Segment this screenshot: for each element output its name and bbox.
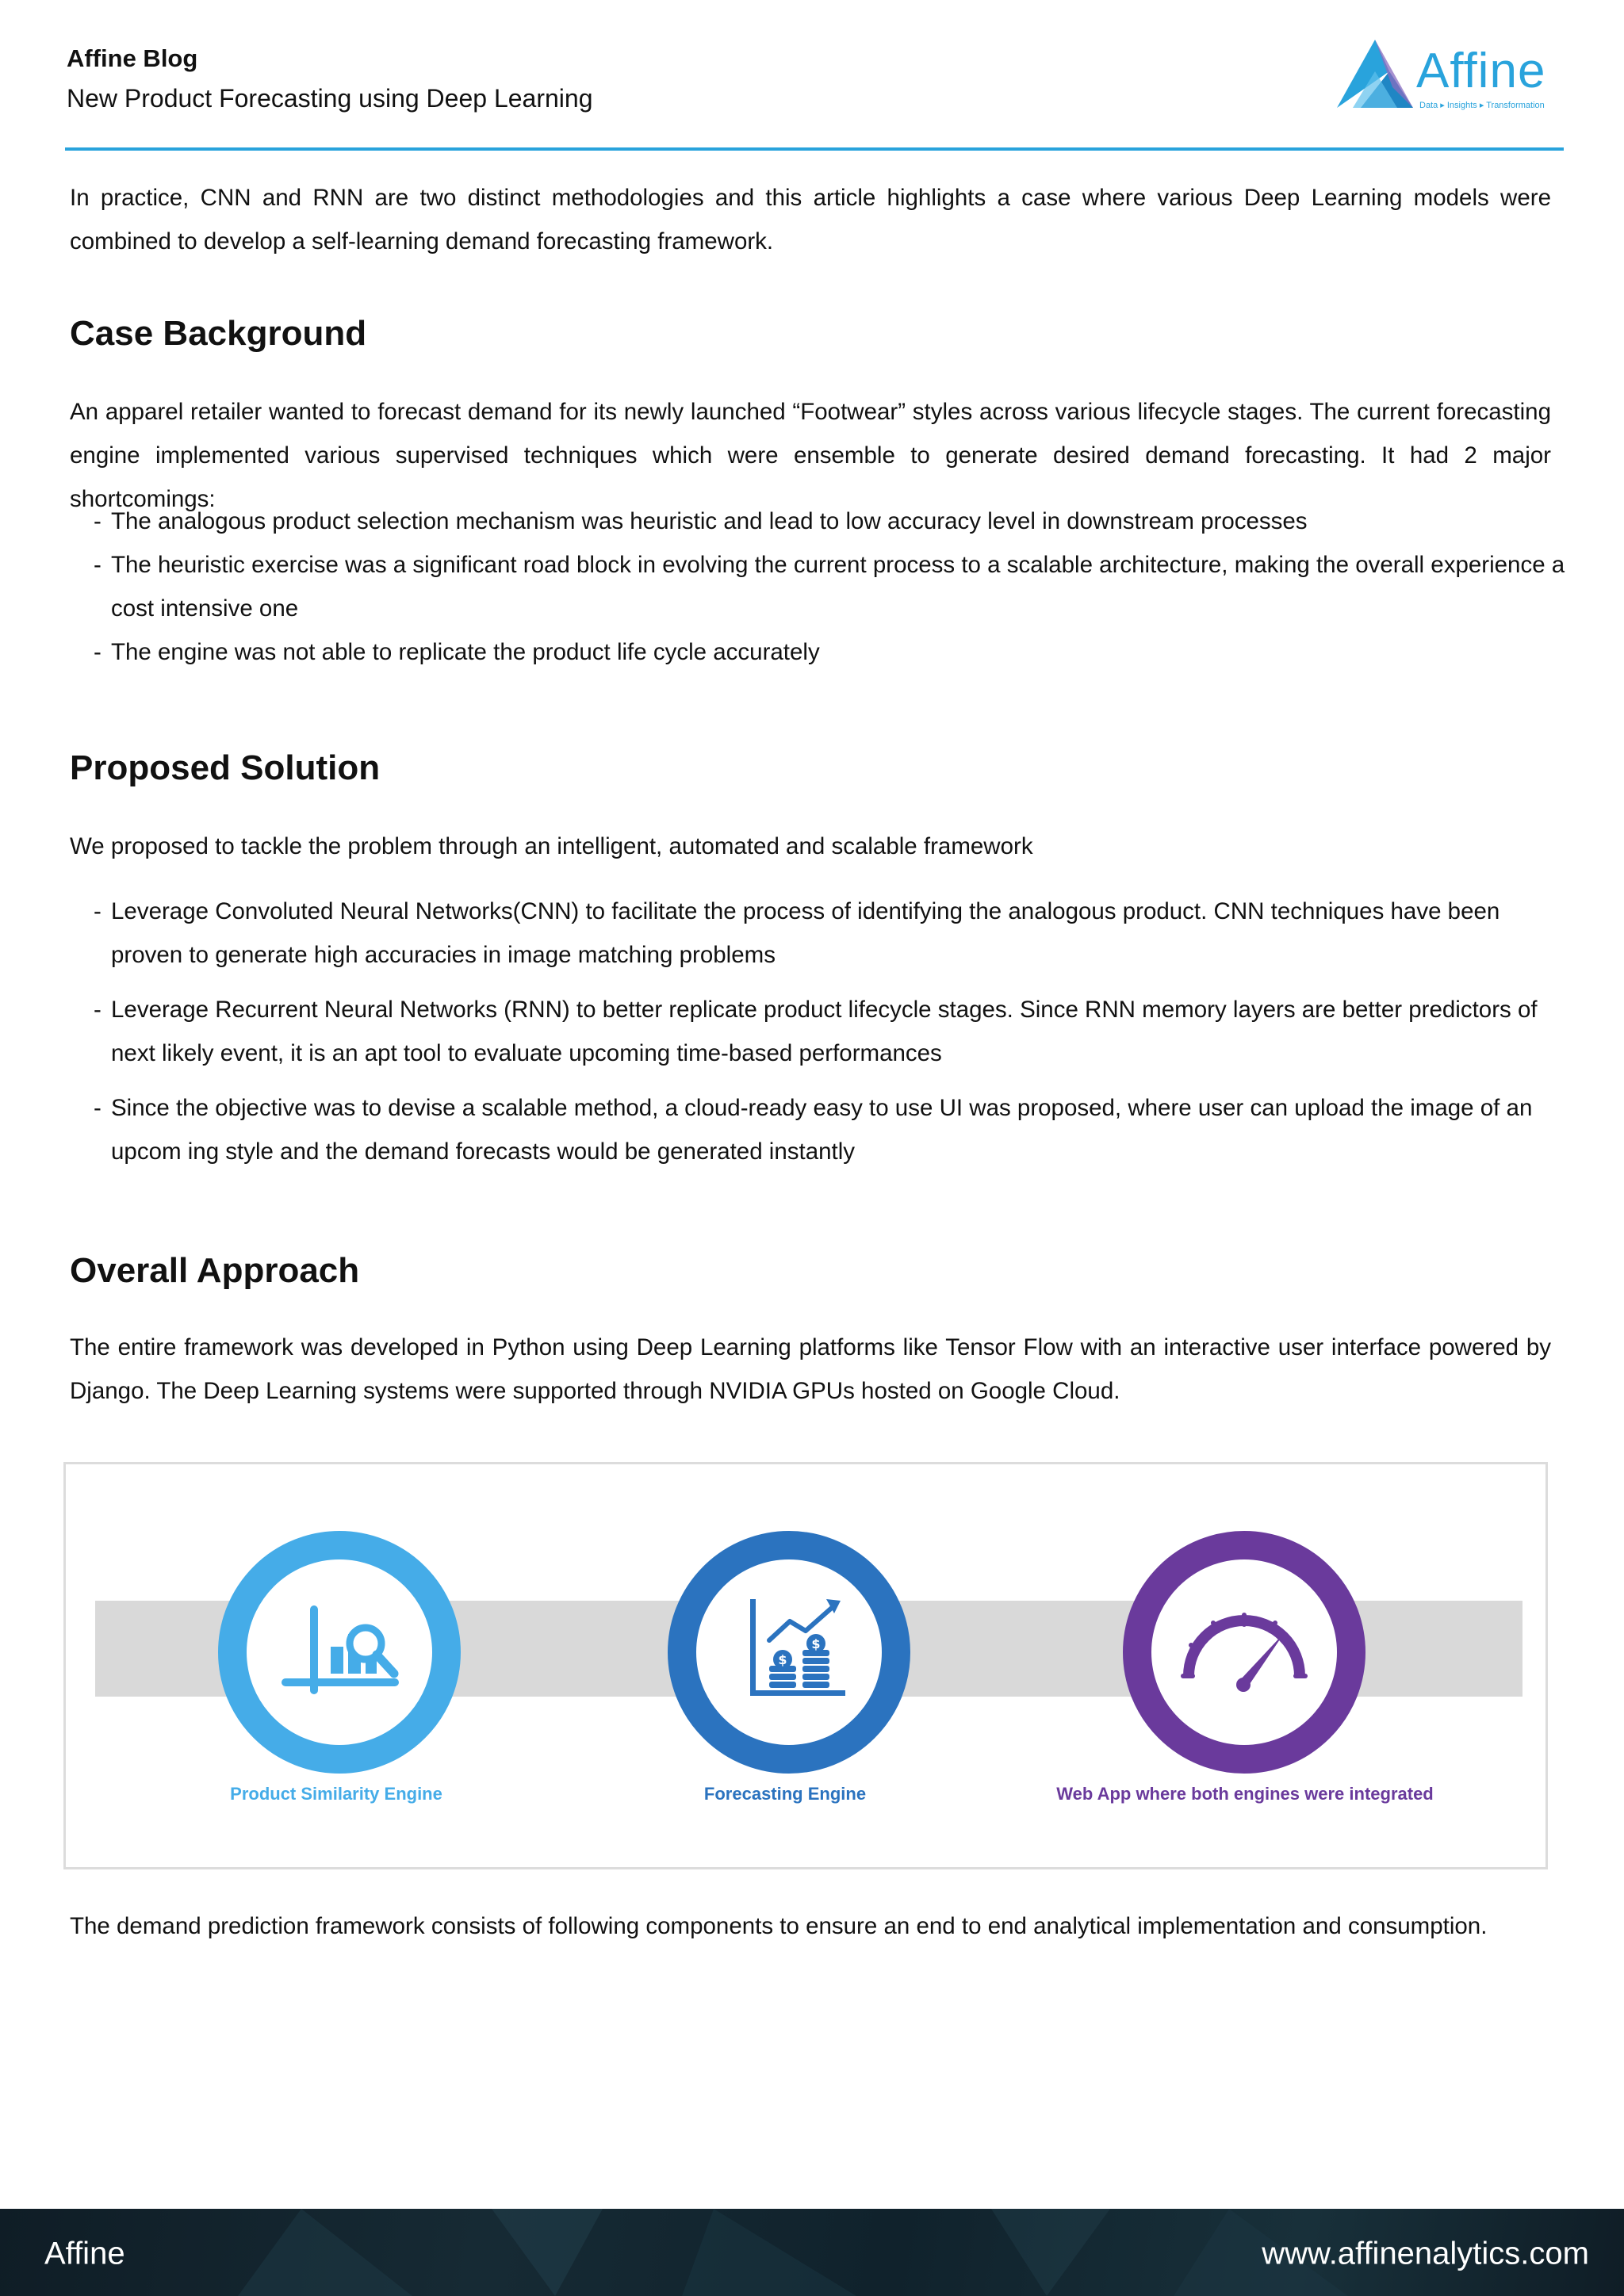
list-item: - Since the objective was to devise a scalable method, a cloud-ready easy to use UI was proposed, where user can upload the image of an upcom ing style and the demand forecasts would be generated instantly (94, 1095, 1533, 1165)
forecasting-engine-label: Forecasting Engine (703, 1784, 867, 1804)
list-item: - The engine was not able to replicate the product life cycle accurately (94, 639, 820, 665)
overall-approach-paragraph: The entire framework was developed in Python using Deep Learning platforms like Tensor Flow with an interactive user interface powered by Django. The Deep Learning systems were supported through NVIDIA GPUs hosted on Google Cloud. (70, 1334, 1551, 1404)
footer-website-link[interactable]: www.affinenalytics.com (1262, 2236, 1589, 2271)
forecasting-engine-ring (668, 1531, 910, 1774)
list-item: - Leverage Recurrent Neural Networks (RNN) to better replicate product lifecycle stages. Since RNN memory layers are better predictors of next likely event, it is an apt tool to evaluate upcoming time-based performances (94, 997, 1538, 1066)
header-divider (65, 147, 1564, 151)
intro-paragraph: In practice, CNN and RNN are two distinct methodologies and this article highlights a case where various Deep Learning models were combined to develop a self-learning demand forecasting framework. (70, 185, 1551, 254)
chart-magnifier-icon (264, 1577, 415, 1728)
product-similarity-engine-label: Product Similarity Engine (230, 1784, 442, 1804)
svg-text:$: $ (778, 1652, 787, 1667)
logo-wordmark: Affine (1416, 44, 1546, 98)
proposed-solution-paragraph: We proposed to tackle the problem through an intelligent, automated and scalable framework (70, 833, 1033, 859)
proposed-solution-list (94, 890, 1568, 1173)
case-background-list (94, 499, 1568, 674)
affine-logo (1337, 40, 1559, 113)
svg-text:$: $ (811, 1636, 821, 1651)
logo-tagline: Data ▸ Insights ▸ Transformation (1419, 101, 1545, 110)
product-similarity-engine-ring (218, 1531, 461, 1774)
proposed-solution-heading: Proposed Solution (70, 748, 381, 787)
footer-brand: Affine (44, 2236, 125, 2271)
list-item: - The heuristic exercise was a significant road block in evolving the current process to a scalable architecture, making the overall experience a cost intensive one (94, 552, 1565, 622)
list-item: - The analogous product selection mechanism was heuristic and lead to low accuracy level in downstream processes (94, 508, 1308, 534)
overall-approach-heading: Overall Approach (70, 1251, 360, 1290)
web-app-label: Web App where both engines were integrated (1056, 1784, 1434, 1804)
blog-title: Affine Blog (67, 44, 198, 72)
case-background-heading: Case Background (70, 314, 367, 353)
growth-coins-icon (714, 1577, 864, 1728)
web-app-ring (1123, 1531, 1365, 1774)
list-item: - Leverage Convoluted Neural Networks(CNN) to facilitate the process of identifying the analogous product. CNN techniques have been proven to generate high accuracies in image matching problems (94, 898, 1500, 968)
speedometer-icon (1169, 1577, 1320, 1728)
article-title: New Product Forecasting using Deep Learning (67, 84, 593, 113)
case-background-paragraph: An apparel retailer wanted to forecast demand for its newly launched “Footwear” styles across various lifecycle stages. The current forecasting engine implemented various supervised techniques which were ensemble to generate desired demand forecasting. It had 2 major shortcomings: (70, 399, 1551, 512)
closing-paragraph: The demand prediction framework consists of following components to ensure an end to end analytical implementation and consumption. (70, 1913, 1488, 1939)
